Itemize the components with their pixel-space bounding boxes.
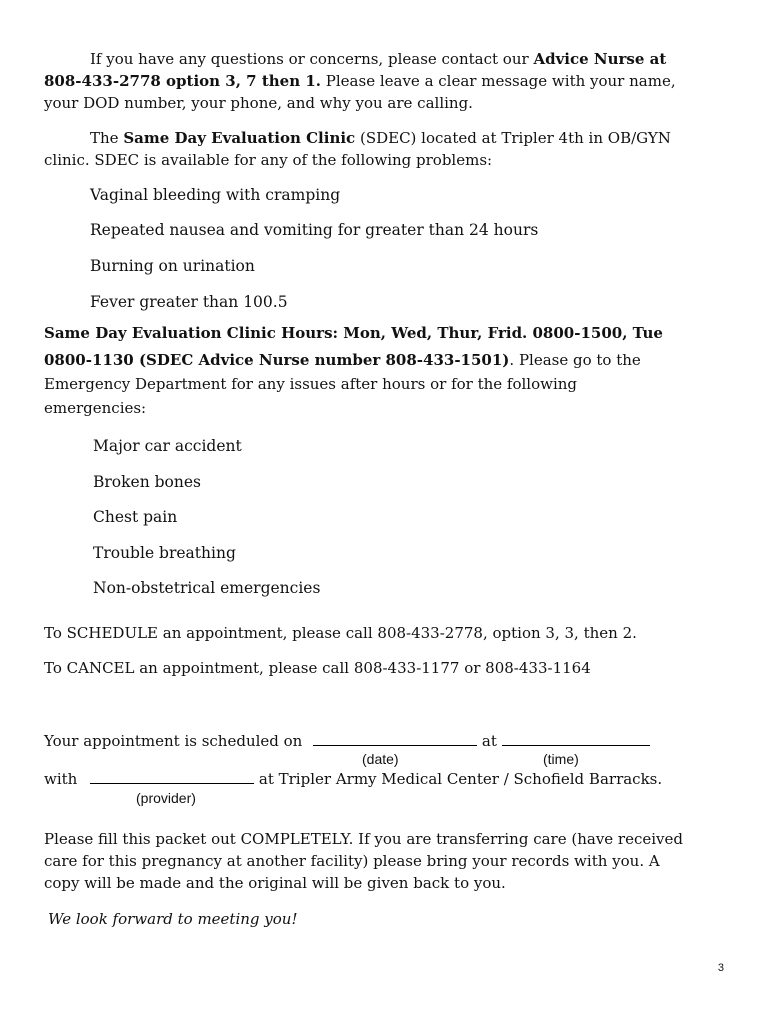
sdec-text: The	[90, 129, 124, 147]
advice-phone: 808-433-2778 option 3, 7 then 1.	[44, 72, 322, 90]
date-field[interactable]	[313, 731, 477, 746]
problem-item: Vaginal bleeding with cramping	[90, 186, 341, 204]
appointment-prefix: Your appointment is scheduled on	[44, 732, 303, 750]
emergency-item: Non-obstetrical emergencies	[93, 579, 321, 597]
location-text: at Tripler Army Medical Center / Schofield Barracks.	[258, 770, 663, 788]
provider-caption: (provider)	[136, 790, 196, 806]
sdec-title: Same Day Evaluation Clinic	[123, 129, 356, 147]
page-number: 3	[717, 962, 724, 974]
hours-line-1: Same Day Evaluation Clinic Hours: Mon, Wed, Thur, Frid. 0800-1500, Tue	[44, 324, 663, 342]
time-caption: (time)	[543, 751, 579, 767]
schedule-line: To SCHEDULE an appointment, please call 808-433-2778, option 3, 3, then 2.	[44, 624, 637, 642]
sdec-line-2: clinic. SDEC is available for any of the following problems:	[44, 151, 493, 169]
date-caption: (date)	[362, 751, 399, 767]
fill-line-1: Please fill this packet out COMPLETELY. If you are transferring care (have received	[44, 830, 684, 848]
advice-nurse-label: Advice Nurse at	[533, 50, 667, 68]
hours-line-3: Emergency Department for any issues after hours or for the following	[44, 375, 578, 393]
fill-line-3: copy will be made and the original will be given back to you.	[44, 874, 506, 892]
advice-text-2: Please leave a clear message with your name,	[321, 72, 676, 90]
time-field[interactable]	[502, 731, 650, 746]
hours-text: . Please go to the	[509, 351, 641, 369]
sdec-line-1	[90, 127, 671, 149]
advice-text: If you have any questions or concerns, please contact our	[90, 50, 534, 68]
closing-message: We look forward to meeting you!	[48, 910, 298, 928]
provider-line	[44, 768, 662, 790]
emergency-item: Major car accident	[93, 437, 242, 455]
fill-line-2: care for this pregnancy at another facility) please bring your records with you. A	[44, 852, 660, 870]
sdec-text-rest: (SDEC) located at Tripler 4th in OB/GYN	[355, 129, 671, 147]
emergency-item: Broken bones	[93, 473, 201, 491]
emergency-item: Trouble breathing	[93, 544, 236, 562]
at-label: at	[481, 732, 497, 750]
hours-line-2	[44, 349, 641, 371]
cancel-line: To CANCEL an appointment, please call 808-433-1177 or 808-433-1164	[44, 659, 591, 677]
sdec-advice-number: 0800-1130 (SDEC Advice Nurse number 808-433-1501)	[44, 351, 510, 369]
appointment-line	[44, 730, 650, 752]
provider-field[interactable]	[90, 769, 254, 784]
problem-item: Repeated nausea and vomiting for greater than 24 hours	[90, 221, 539, 239]
advice-line-1	[90, 48, 666, 70]
advice-line-2	[44, 70, 676, 92]
hours-line-4: emergencies:	[44, 399, 147, 417]
with-label: with	[44, 770, 78, 788]
emergency-item: Chest pain	[93, 508, 178, 526]
problem-item: Burning on urination	[90, 257, 255, 275]
problem-item: Fever greater than 100.5	[90, 293, 288, 311]
advice-line-3: your DOD number, your phone, and why you are calling.	[44, 94, 473, 112]
